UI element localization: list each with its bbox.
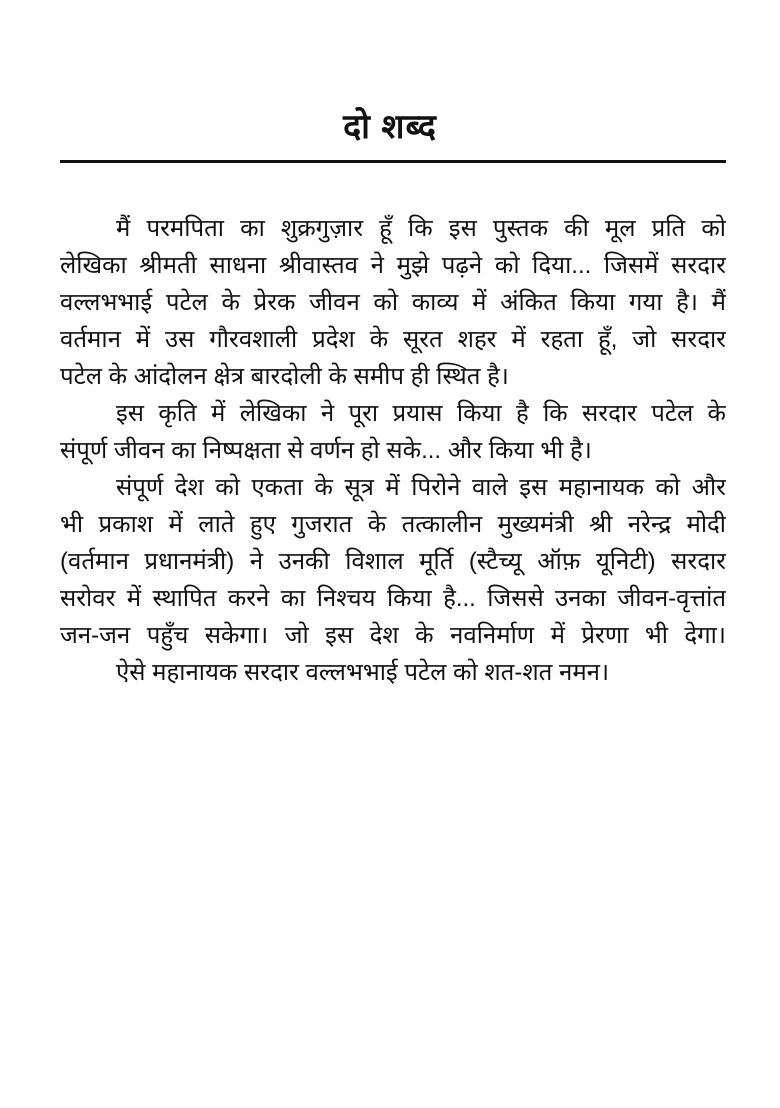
paragraph-2-line-2: संपूर्ण जीवन का निष्पक्षता से वर्णन हो सके... और किया भी है।	[60, 437, 592, 464]
paragraph-3-line-3: (वर्तमान प्रधानमंत्री) ने उनकी विशाल मूर्ति (स्टैच्यू ऑफ़ यूनिटी) सरदार	[60, 548, 726, 575]
paragraph-2-line-1: इस कृति में लेखिका ने पूरा प्रयास किया है कि सरदार पटेल के	[116, 400, 726, 427]
title-divider	[60, 160, 726, 163]
body-text	[60, 210, 726, 691]
page-title: दो शब्द	[343, 108, 437, 146]
paragraph-3-line-4: सरोवर में स्थापित करने का निश्चय किया है... जिससे उनका जीवन-वृत्तांत	[60, 585, 726, 612]
paragraph-1-line-2: लेखिका श्रीमती साधना श्रीवास्तव ने मुझे पढ़ने को दिया... जिसमें सरदार	[60, 252, 726, 279]
paragraph-1-line-5: पटेल के आंदोलन क्षेत्र बारदोली के समीप ही स्थित है।	[60, 363, 509, 390]
paragraph-3-line-1: संपूर्ण देश को एकता के सूत्र में पिरोने वाले इस महानायक को और	[116, 474, 726, 501]
paragraph-1-line-4: वर्तमान में उस गौरवशाली प्रदेश के सूरत शहर में रहता हूँ, जो सरदार	[60, 326, 726, 353]
paragraph-1-line-3: वल्लभभाई पटेल के प्रेरक जीवन को काव्य में अंकित किया गया है। मैं	[60, 289, 726, 316]
paragraph-1-line-1: मैं परमपिता का शुक्रगुज़ार हूँ कि इस पुस्तक की मूल प्रति को	[116, 215, 726, 242]
paragraph-3-line-5: जन-जन पहुँच सकेगा। जो इस देश के नवनिर्माण में प्रेरणा भी देगा।	[60, 622, 726, 649]
paragraph-3-line-2: भी प्रकाश में लाते हुए गुजरात के तत्कालीन मुख्यमंत्री श्री नरेन्द्र मोदी	[60, 511, 726, 538]
paragraph-4-line-1: ऐसे महानायक सरदार वल्लभभाई पटेल को शत-शत नमन।	[116, 659, 610, 686]
